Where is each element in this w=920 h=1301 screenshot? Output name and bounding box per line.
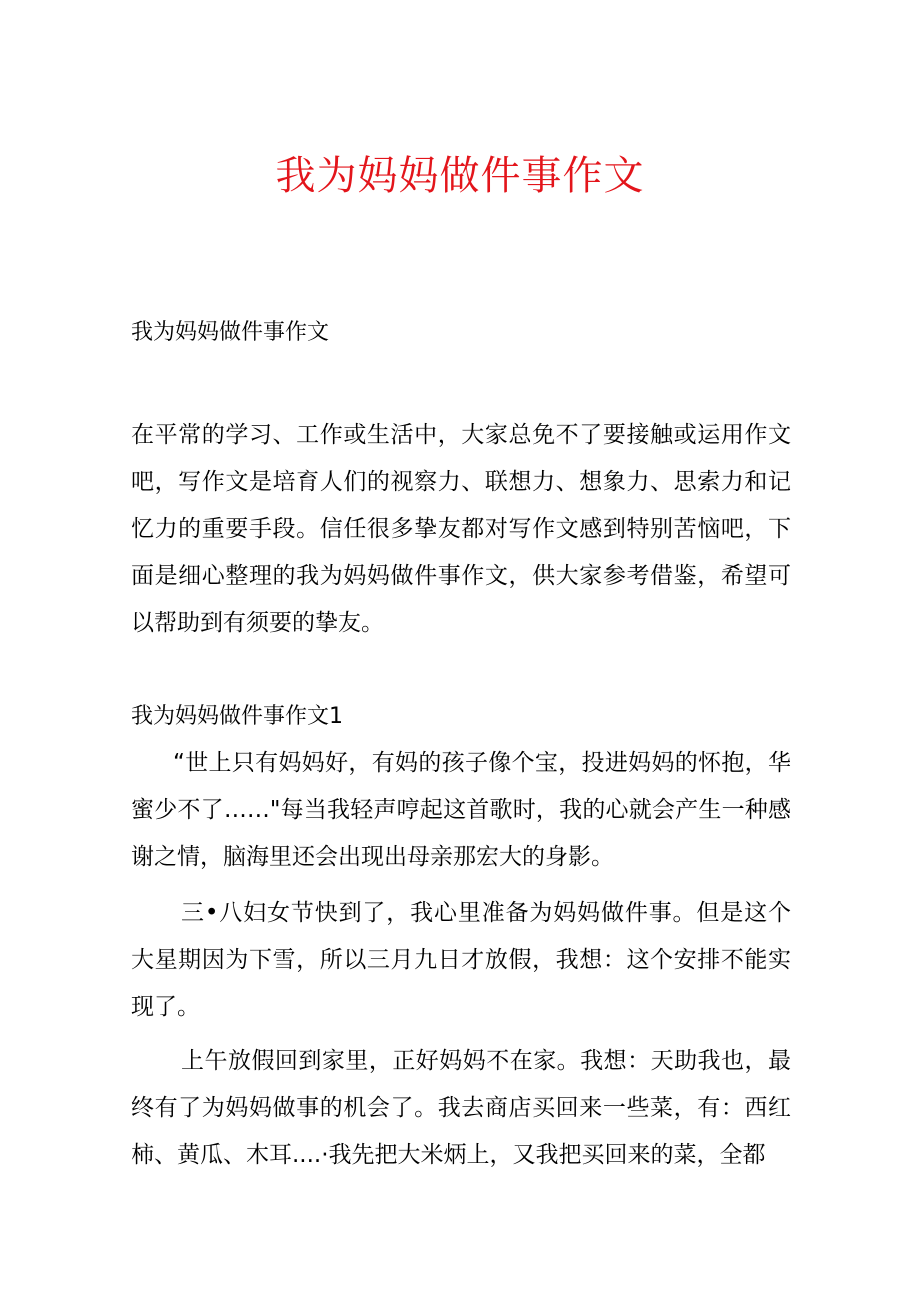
document-subtitle: 我为妈妈做件事作文: [131, 320, 330, 345]
body-paragraph-1: “世上只有妈妈好，有妈的孩子像个宝，投进妈妈的怀抱，华蜜少不了……"每当我轻声哼起这首歌时，我的心就会产生一种感谢之情，脑海里还会出现出母亲那宏大的身影。: [131, 750, 791, 870]
document-title: 我为妈妈做件事作文: [275, 153, 645, 199]
section-heading: 我为妈妈做件事作文1: [131, 704, 343, 729]
body-paragraph-2: 三•八妇女节快到了，我心里准备为妈妈做件事。但是这个大星期因为下雪，所以三月九日才放假，我想：这个安排不能实现了。: [131, 900, 791, 1020]
intro-paragraph: 在平常的学习、工作或生活中，大家总免不了要接触或运用作文吧，写作文是培育人们的视察力、联想力、想象力、思索力和记忆力的重要手段。信任很多挚友都对写作文感到特别苦恼吧，下面是细心整理的我为妈妈做件事作文，供大家参考借鉴，希望可以帮助到有须要的挚友。: [131, 422, 791, 636]
body-paragraph-3: 上午放假回到家里，正好妈妈不在家。我想：天助我也，最终有了为妈妈做事的机会了。我去商店买回来一些菜，有：西红柿、黄瓜、木耳....·我先把大米炳上，又我把买回来的菜，全都: [131, 1048, 791, 1168]
